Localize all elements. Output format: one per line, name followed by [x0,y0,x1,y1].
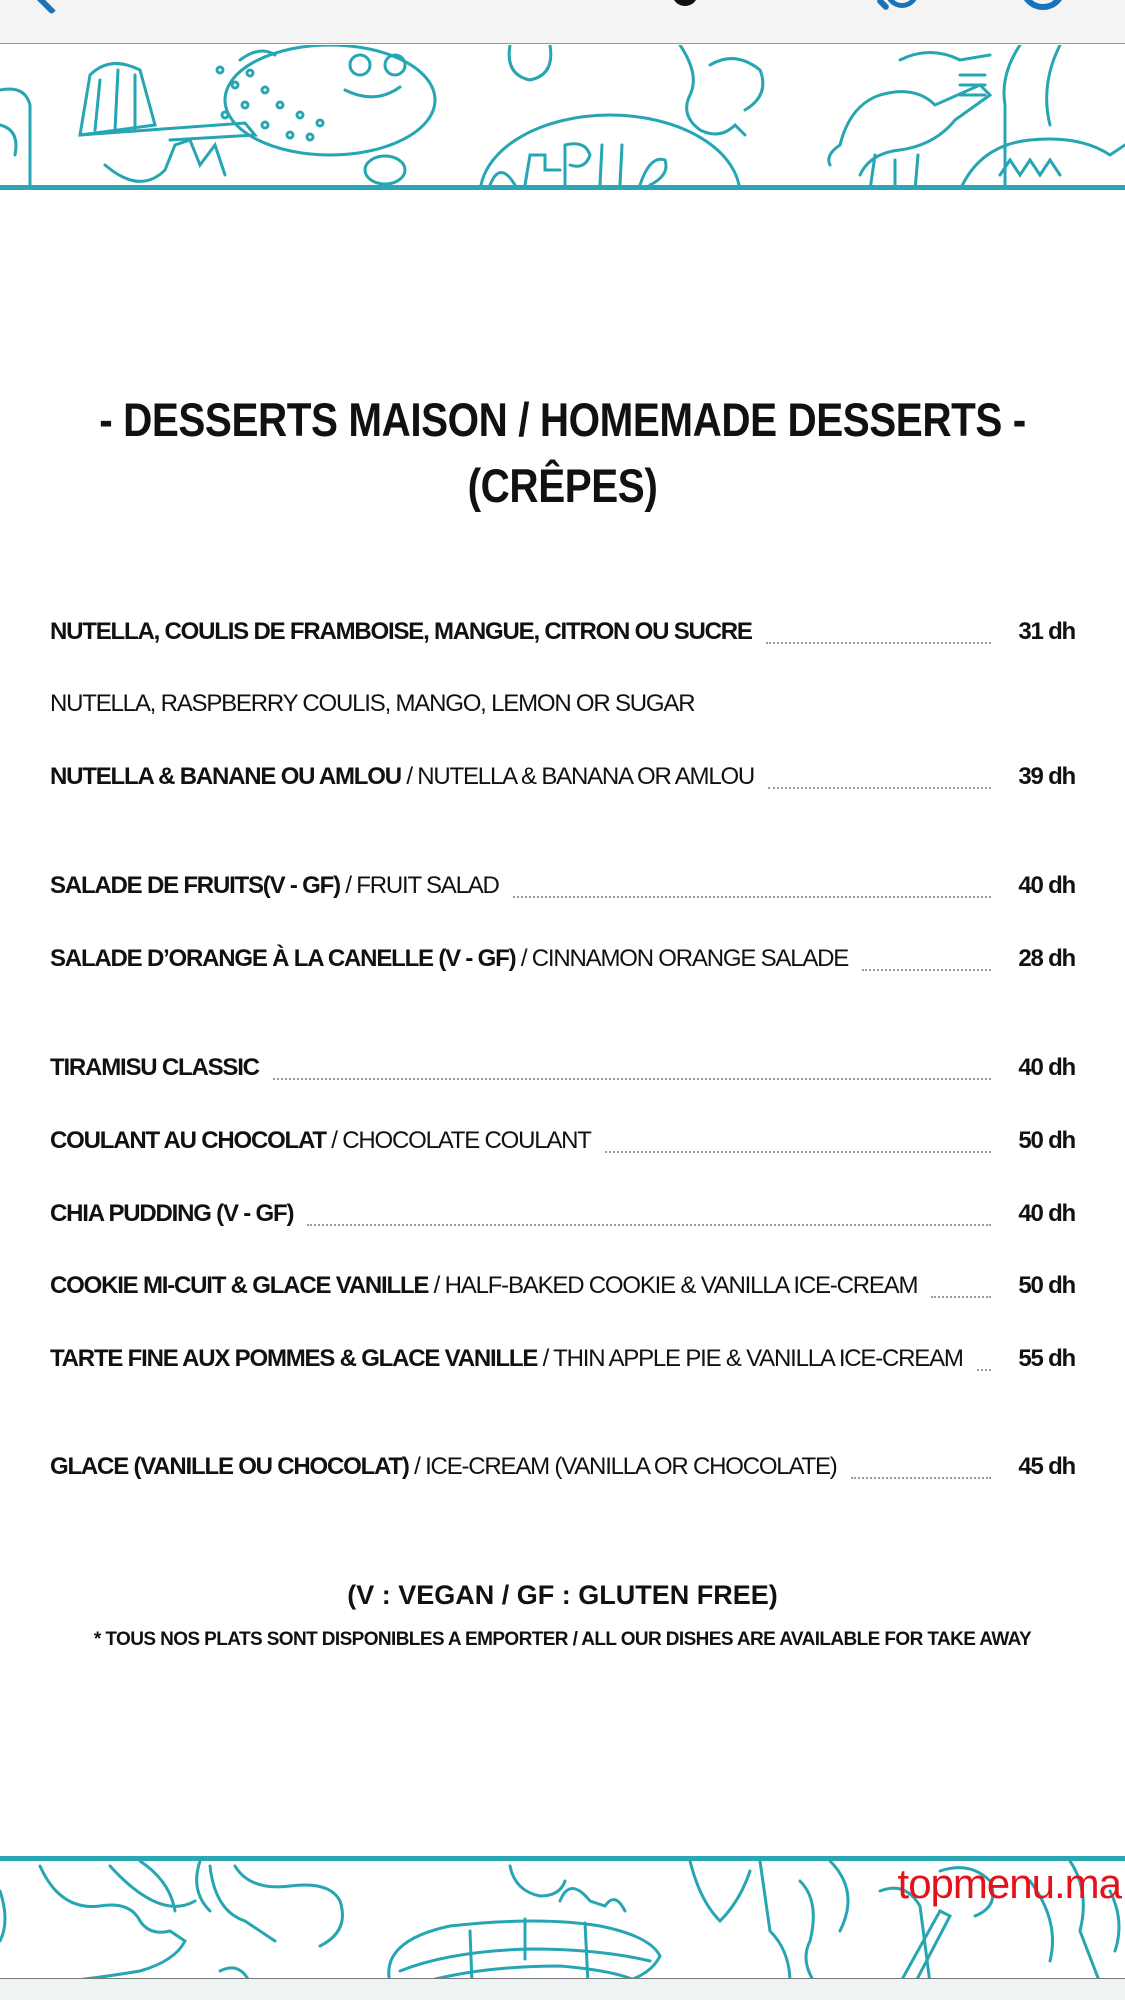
dotted-leader [851,1477,991,1479]
page-subtitle: (CRÊPES) [467,459,658,512]
dotted-leader [931,1296,991,1298]
page-title: - DESSERTS MAISON / HOMEMADE DESSERTS - [99,393,1026,446]
menu-item [50,763,1075,797]
dotted-leader [307,1224,991,1226]
item-name-fr: SALADE DE FRUITS(V - GF) [50,872,340,899]
item-price: 50 dh [1018,1272,1075,1299]
menu-item [50,1127,1075,1161]
menu-item [50,618,1075,652]
item-name-fr: TARTE FINE AUX POMMES & GLACE VANILLE [50,1345,543,1372]
menu-icon[interactable] [672,0,698,6]
item-name-fr: COOKIE MI-CUIT & GLACE VANILLE [50,1272,429,1299]
item-name-en: / CINNAMON ORANGE SALADE [515,945,849,972]
item-translation: NUTELLA, RASPBERRY COULIS, MANGO, LEMON OR SUGAR [50,690,695,717]
item-price: 50 dh [1018,1127,1075,1154]
menu-item [50,1453,1075,1487]
item-price: 40 dh [1018,1200,1075,1227]
item-name-en: / ICE-CREAM (VANILLA OR CHOCOLATE) [408,1453,837,1480]
dotted-leader [766,642,991,644]
app-toolbar [0,0,1125,44]
item-name-fr: NUTELLA & BANANE OU AMLOU [50,763,401,790]
item-name-fr: TIRAMISU CLASSIC [50,1054,259,1081]
menu-item [50,1345,1075,1379]
item-name-en: / FRUIT SALAD [339,872,499,899]
dotted-leader [768,787,991,789]
item-name-fr: NUTELLA, COULIS DE FRAMBOISE, MANGUE, CITRON OU SUCRE [50,618,752,645]
item-name-en: / HALF-BAKED COOKIE & VANILLA ICE-CREAM [428,1272,918,1299]
item-price: 39 dh [1018,763,1075,790]
dotted-leader [862,969,991,971]
diet-legend: (V : VEGAN / GF : GLUTEN FREE) [347,1580,778,1610]
item-name-en: / THIN APPLE PIE & VANILLA ICE-CREAM [542,1345,963,1372]
menu-item [50,872,1075,906]
takeaway-note: * TOUS NOS PLATS SONT DISPONIBLES A EMPORTER / ALL OUR DISHES ARE AVAILABLE FOR TAKE AWAY [93,1629,1032,1650]
item-price: 40 dh [1018,1054,1075,1081]
dotted-leader [977,1369,991,1371]
profile-icon[interactable] [1020,0,1066,10]
item-price: 31 dh [1018,618,1075,645]
bottom-bar [0,1978,1125,2000]
back-icon[interactable] [33,0,73,15]
menu-item [50,1054,1075,1088]
item-price: 55 dh [1018,1345,1075,1372]
item-price: 45 dh [1018,1453,1075,1480]
item-price: 28 dh [1018,945,1075,972]
menu-item [50,1272,1075,1306]
item-name-en: / NUTELLA & BANANA OR AMLOU [400,763,755,790]
header-doodle-band [0,45,1125,190]
menu-item [50,945,1075,979]
watermark-logo: topmenu.ma [897,1860,1121,1907]
item-price: 40 dh [1018,872,1075,899]
item-name-fr: GLACE (VANILLE OU CHOCOLAT) [50,1453,409,1480]
dotted-leader [513,896,991,898]
item-name-fr: CHIA PUDDING (V - GF) [50,1200,294,1227]
dotted-leader [273,1078,991,1080]
dotted-leader [605,1151,991,1153]
doodle-illustration-icon [0,45,1125,190]
item-name-en: / CHOCOLATE COULANT [325,1127,591,1154]
menu-item [50,1200,1075,1234]
item-name-fr: SALADE D’ORANGE À LA CANELLE (V - GF) [50,945,516,972]
search-icon[interactable] [885,0,919,8]
item-name-fr: COULANT AU CHOCOLAT [50,1127,326,1154]
